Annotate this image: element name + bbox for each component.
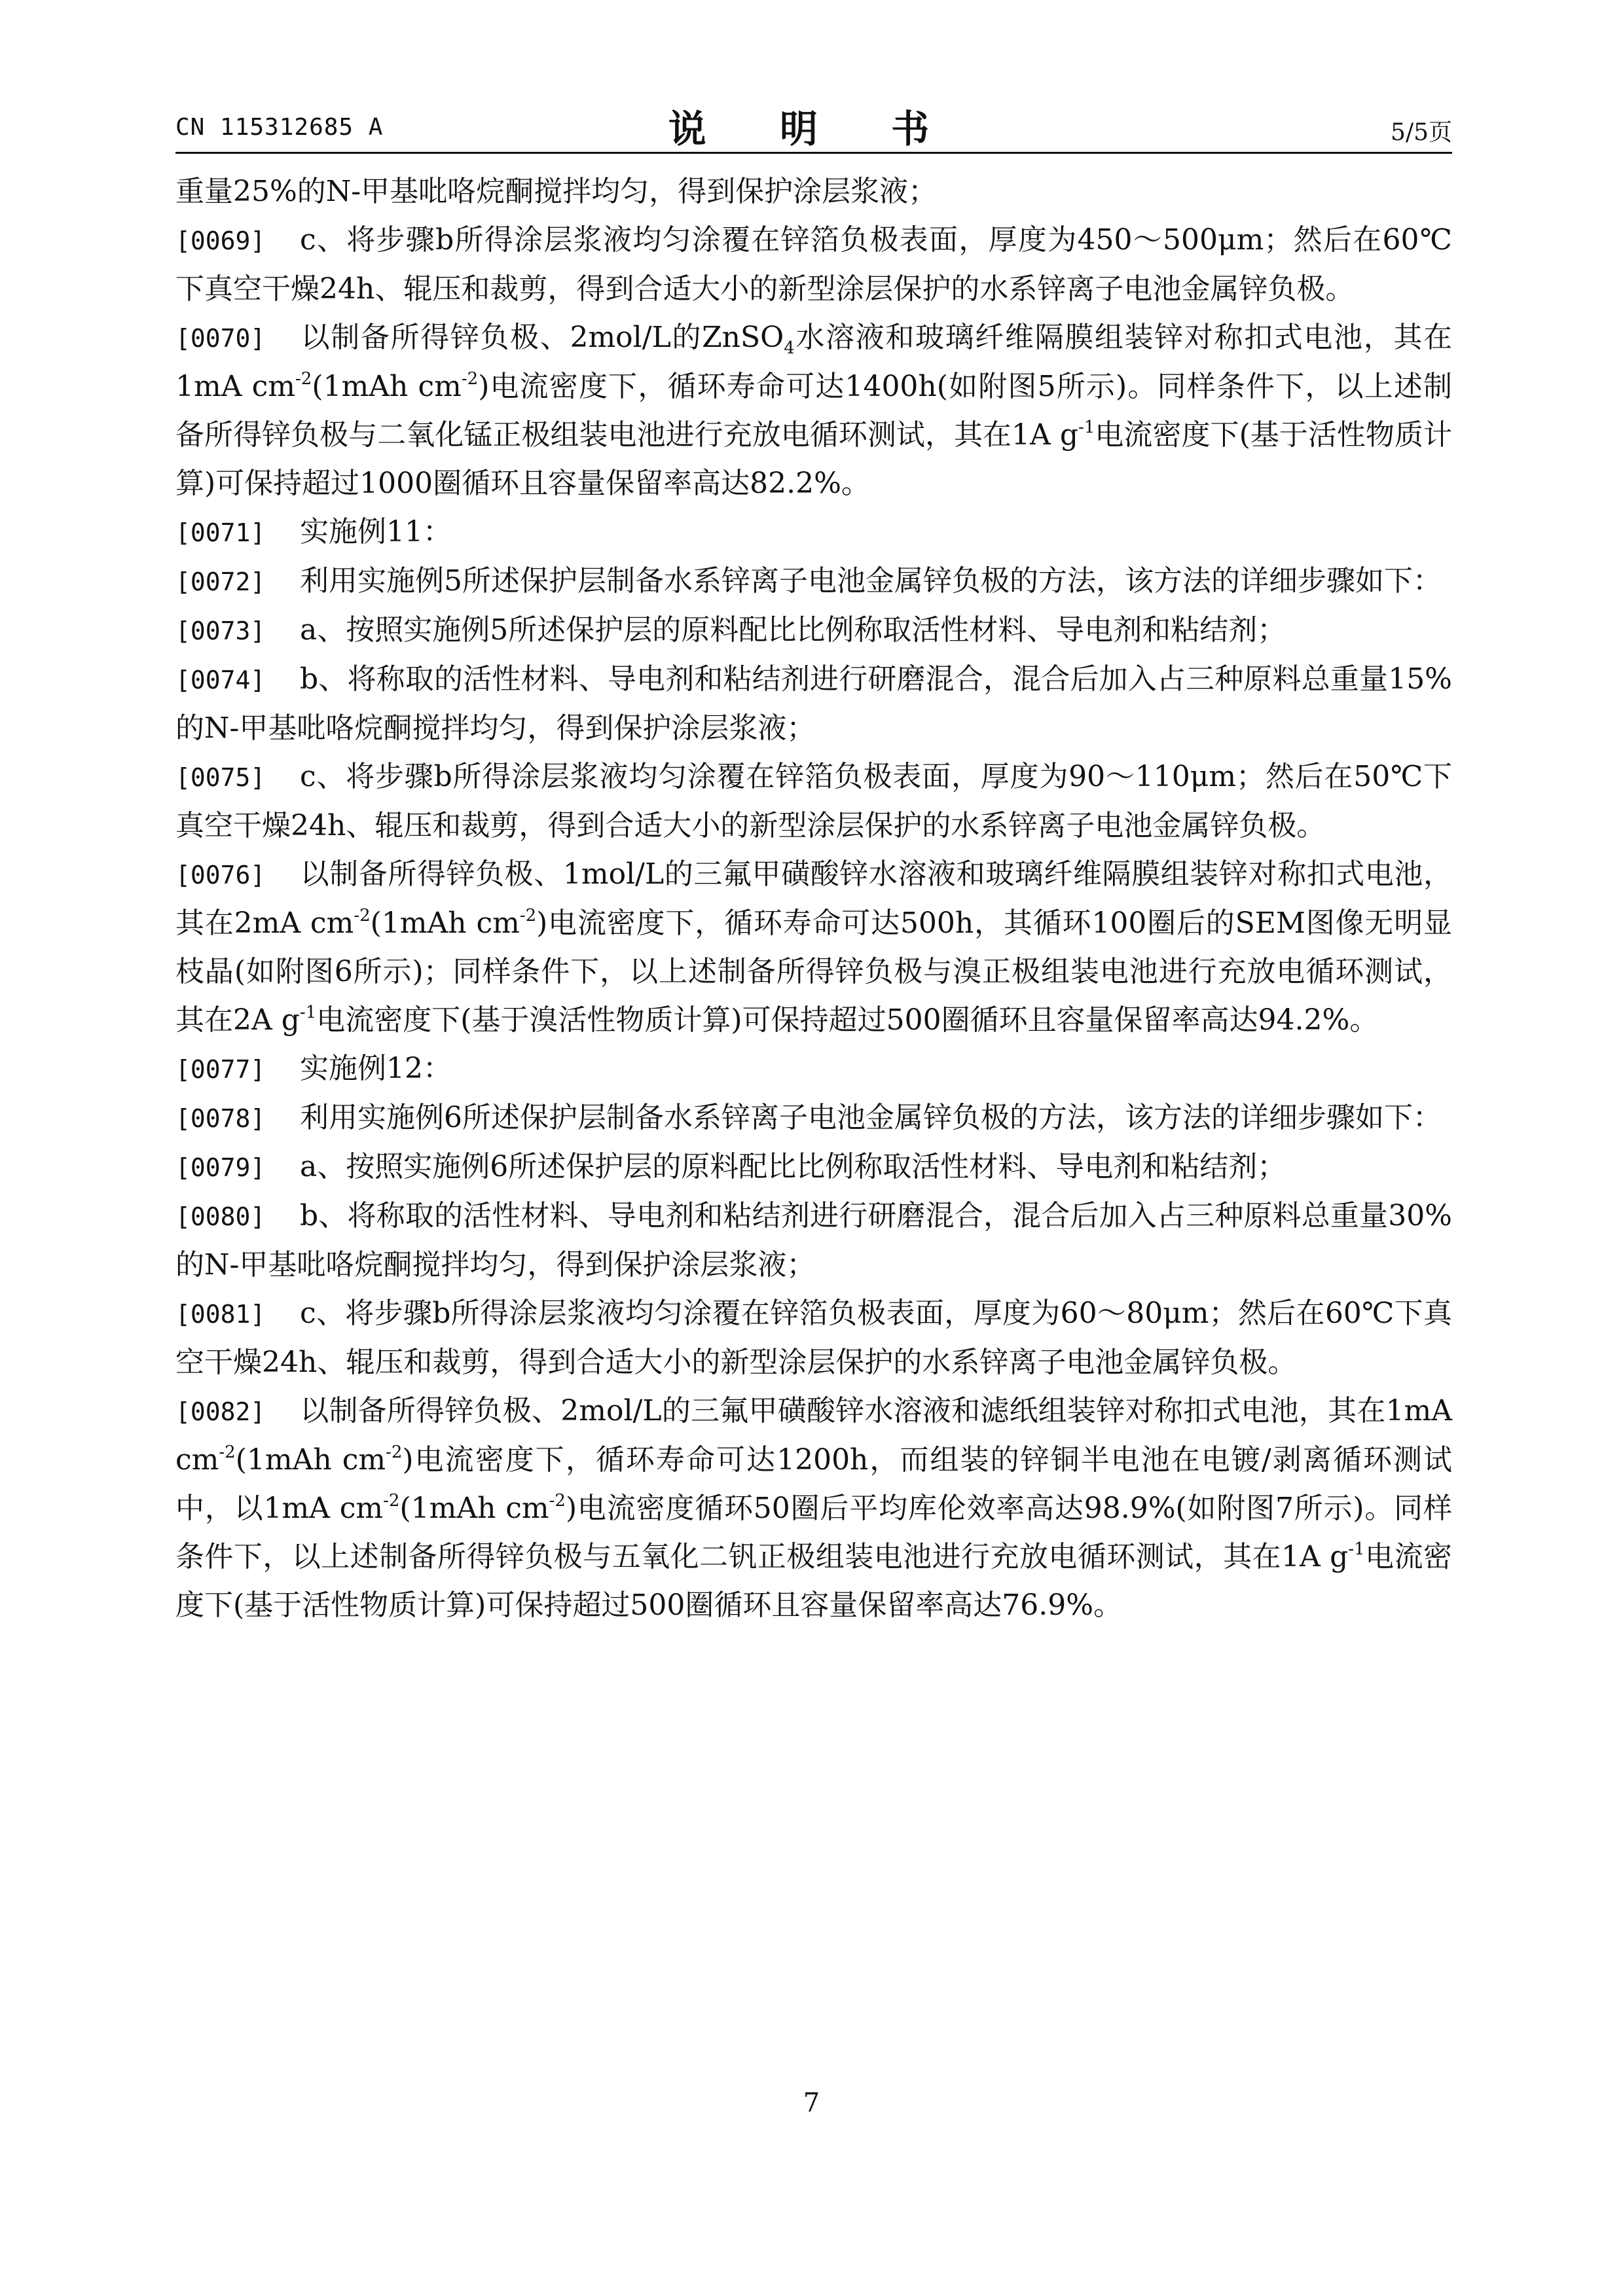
paragraph-text: 电流密度下(基于活性物质计算)可保持超过1000圈循环且容量保留率高达82.2%。 [175,418,1453,500]
paragraph-text: b、将称取的活性材料、导电剂和粘结剂进行研磨混合，混合后加入占三种原料总重量30%的N-甲基吡咯烷酮搅拌均匀，得到保护涂层浆液； [175,1199,1452,1282]
paragraph-number: [0069] [175,226,266,255]
paragraph-text: (1mAh cm [399,1492,549,1525]
page-header [175,98,1452,151]
page-number-footer: 7 [803,2088,820,2118]
paragraph-0078 [175,1094,1452,1143]
superscript: -1 [299,1003,317,1022]
paragraph-number: [0081] [175,1300,266,1329]
paragraph-0075 [175,753,1452,850]
paragraph-0073 [175,606,1452,655]
paragraph-0074 [175,655,1452,753]
paragraph-text: )电流密度下，循环寿命可达1400h(如附图5所示)。同样条件下，以上述制备所得锌负极与二氧化锰正极组装电池进行充放电循环测试，其在1A g [175,370,1452,452]
paragraph-0077 [175,1045,1452,1094]
paragraph-text: 利用实施例6所述保护层制备水系锌离子电池金属锌负极的方法，该方法的详细步骤如下： [300,1101,1442,1134]
paragraph-number: [0078] [175,1104,266,1133]
paragraph-number: [0082] [175,1397,266,1426]
superscript: -1 [1348,1539,1365,1559]
paragraph-text: 重量25%的N-甲基吡咯烷酮搅拌均匀，得到保护涂层浆液； [175,175,938,208]
page-count: 5/5页 [1391,119,1452,146]
paragraph-number: [0076] [175,861,266,889]
paragraph-text: 电流密度下(基于活性物质计算)可保持超过500圈循环且容量保留率高达76.9%。 [175,1540,1453,1622]
paragraph-text: )电流密度下，循环寿命可达1200h，而组装的锌铜半电池在电镀/剥离循环测试中，以1mA cm [175,1443,1452,1525]
patent-number: CN 115312685 A [175,114,384,141]
paragraph-text: 以制备所得锌负极、1mol/L的三氟甲磺酸锌水溶液和玻璃纤维隔膜组装锌对称扣式电池，其在2mA cm [175,857,1452,940]
superscript: -2 [295,369,312,389]
paragraph-text: c、将步骤b所得涂层浆液均匀涂覆在锌箔负极表面，厚度为450～500μm；然后在60℃下真空干燥24h、辊压和裁剪，得到合适大小的新型涂层保护的水系锌离子电池金属锌负极。 [175,223,1452,306]
paragraph-number: [0071] [175,518,266,547]
paragraph-number: [0077] [175,1055,266,1084]
superscript: -2 [383,1491,400,1511]
paragraph-text: c、将步骤b所得涂层浆液均匀涂覆在锌箔负极表面，厚度为60～80μm；然后在60℃下真空干燥24h、辊压和裁剪，得到合适大小的新型涂层保护的水系锌离子电池金属锌负极。 [175,1297,1452,1379]
document-body [175,168,1452,1630]
paragraph-0080 [175,1192,1452,1289]
paragraph-text: )电流密度循环50圈后平均库伦效率高达98.9%(如附图7所示)。同样条件下，以上述制备所得锌负极与五氧化二钒正极组装电池进行充放电循环测试，其在1A g [175,1492,1452,1573]
paragraph-text: 实施例11： [300,515,452,548]
paragraph-text: (1mAh cm [235,1443,386,1477]
paragraph-0076 [175,850,1452,1045]
superscript: -2 [354,906,371,925]
paragraph-0070 [175,314,1452,508]
paragraph-continuation [175,168,1452,216]
subscript: 4 [784,338,795,358]
paragraph-text: )电流密度下，循环寿命可达500h，其循环100圈后的SEM图像无明显枝晶(如附图6所示)；同样条件下，以上述制备所得锌负极与溴正极组装电池进行充放电循环测试，其在2A g [175,906,1453,1037]
paragraph-text: a、按照实施例5所述保护层的原料配比比例称取活性材料、导电剂和粘结剂； [300,613,1286,647]
paragraph-text: 水溶液和玻璃纤维隔膜组装锌对称扣式电池，其在1mA cm [175,321,1452,403]
paragraph-text: b、将称取的活性材料、导电剂和粘结剂进行研磨混合，混合后加入占三种原料总重量15%的N-甲基吡咯烷酮搅拌均匀，得到保护涂层浆液； [175,662,1452,745]
paragraph-number: [0073] [175,617,266,645]
paragraph-number: [0075] [175,763,266,792]
paragraph-text: (1mAh cm [312,370,462,403]
paragraph-number: [0070] [175,324,266,353]
paragraph-0071 [175,508,1452,557]
superscript: -2 [386,1443,403,1462]
paragraph-number: [0080] [175,1202,266,1231]
paragraph-0079 [175,1143,1452,1192]
superscript: -2 [549,1491,566,1511]
paragraph-text: 以制备所得锌负极、2mol/L的ZnSO [300,321,784,354]
paragraph-text: 利用实施例5所述保护层制备水系锌离子电池金属锌负极的方法，该方法的详细步骤如下： [300,564,1442,598]
header-divider [175,152,1452,154]
paragraph-0072 [175,557,1452,606]
paragraph-0069 [175,216,1452,314]
superscript: -2 [461,369,479,389]
paragraph-number: [0074] [175,666,266,694]
paragraph-number: [0079] [175,1153,266,1182]
paragraph-0081 [175,1289,1452,1387]
paragraph-text: 实施例12： [300,1052,452,1085]
paragraph-text: (1mAh cm [370,906,520,940]
paragraph-text: 以制备所得锌负极、2mol/L的三氟甲磺酸锌水溶液和滤纸组装锌对称扣式电池，其在1mA cm [175,1394,1452,1477]
paragraph-number: [0072] [175,567,266,596]
paragraph-text: a、按照实施例6所述保护层的原料配比比例称取活性材料、导电剂和粘结剂； [300,1150,1286,1183]
paragraph-0082 [175,1387,1452,1630]
superscript: -2 [219,1443,236,1462]
paragraph-text: 电流密度下(基于溴活性物质计算)可保持超过500圈循环且容量保留率高达94.2%。 [316,1003,1379,1037]
superscript: -2 [519,906,537,925]
document-title: 说 明 书 [668,107,960,151]
superscript: -1 [1078,418,1095,437]
paragraph-text: c、将步骤b所得涂层浆液均匀涂覆在锌箔负极表面，厚度为90～110μm；然后在50℃下真空干燥24h、辊压和裁剪，得到合适大小的新型涂层保护的水系锌离子电池金属锌负极。 [175,760,1452,842]
